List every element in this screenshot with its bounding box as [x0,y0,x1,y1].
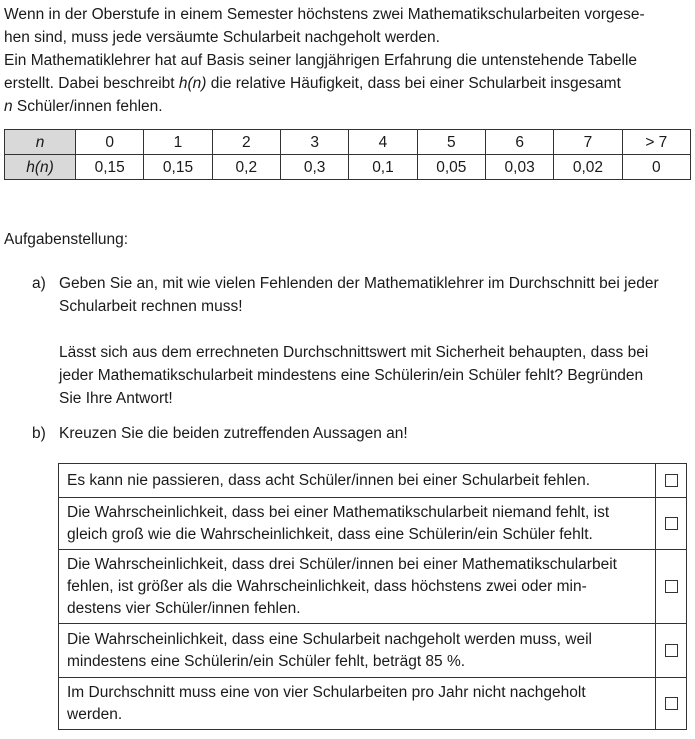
part-b [32,422,687,445]
statement-line: Es kann nie passieren, dass acht Schüler/innen bei einer Schularbeit fehlen. [67,471,591,489]
h-cell: 0,1 [349,155,417,180]
statement-list [58,463,687,730]
h-cell: 0,3 [280,155,348,180]
intro-text: Schüler/innen fehlen. [12,98,163,115]
part-a-line: jeder Mathematikschularbeit mindestens eine Schülerin/ein Schüler fehlt? Begründen [59,367,644,384]
h-cell: 0,15 [76,155,144,180]
part-b-instruction: Kreuzen Sie die beiden zutreffenden Aussagen an! [59,425,408,442]
checkbox[interactable] [665,474,678,487]
part-b-letter: b) [32,425,46,442]
checkbox[interactable] [665,580,678,593]
intro-line [4,95,692,118]
n-cell: > 7 [622,130,690,155]
n-cell: 1 [144,130,212,155]
checkbox[interactable] [665,517,678,530]
statement-text [59,678,656,730]
statement-line: werden. [67,705,123,723]
part-a [32,272,687,410]
statement-line: Die Wahrscheinlichkeit, dass eine Schularbeit nachgeholt werden muss, weil [67,630,592,648]
part-a-line: Lässt sich aus dem errechneten Durchschnittswert mit Sicherheit behaupten, dass bei [59,344,649,361]
h-cell: 0,2 [212,155,280,180]
h-row-header: h(n) [5,155,76,180]
h-cell: 0,15 [144,155,212,180]
h-row [5,155,691,180]
n-cell: 3 [280,130,348,155]
statement-row[interactable] [59,678,687,730]
h-cell: 0,02 [554,155,622,180]
n-cell: 6 [485,130,553,155]
n-symbol: n [4,98,13,115]
part-a-line: Sie Ihre Antwort! [59,390,173,407]
n-cell: 7 [554,130,622,155]
checkbox[interactable] [665,644,678,657]
intro-line: hen sind, muss jede versäumte Schularbeit nachgeholt werden. [4,29,440,46]
statement-row[interactable] [59,550,687,624]
statement-text [59,624,656,678]
intro-paragraph [4,3,692,118]
part-b-body [59,422,687,445]
statement-row[interactable] [59,624,687,678]
n-row [5,130,691,155]
statement-line: Im Durchschnitt muss eine von vier Schularbeiten pro Jahr nicht nachgeholt [67,683,586,701]
intro-line [4,72,692,95]
statement-line: fehlen, ist größer als die Wahrscheinlichkeit, dass höchstens zwei oder min- [67,577,587,595]
statement-row[interactable] [59,498,687,550]
checkbox[interactable] [665,697,678,710]
statement-line: Die Wahrscheinlichkeit, dass drei Schüler/innen bei einer Mathematikschularbeit [67,555,617,573]
n-cell: 0 [76,130,144,155]
part-a-letter: a) [32,275,46,292]
n-cell: 2 [212,130,280,155]
h-of-n-symbol: h(n) [178,75,207,92]
h-cell: 0 [622,155,690,180]
part-a-body [59,272,687,410]
part-a-line: Geben Sie an, mit wie vielen Fehlenden der Mathematiklehrer im Durchschnitt bei jeder [59,275,659,292]
intro-line: Wenn in der Oberstufe in einem Semester höchstens zwei Mathematikschularbeiten vorgese- [4,6,645,23]
h-cell: 0,05 [417,155,485,180]
frequency-table [4,129,691,180]
n-row-header: n [5,130,76,155]
statement-text [59,464,656,498]
n-cell: 5 [417,130,485,155]
part-a-line: Schularbeit rechnen muss! [59,298,243,315]
intro-text: die relative Häufigkeit, dass bei einer Schularbeit insgesamt [206,75,621,92]
statement-row[interactable] [59,464,687,498]
statement-line: destens vier Schüler/innen fehlen. [67,599,301,617]
statement-text [59,498,656,550]
h-cell: 0,03 [485,155,553,180]
task-title: Aufgabenstellung: [4,231,129,248]
statement-line: mindestens eine Schülerin/ein Schüler fehlt, beträgt 85 %. [67,652,466,670]
statement-line: gleich groß wie die Wahrscheinlichkeit, dass eine Schülerin/ein Schüler fehlt. [67,525,593,543]
intro-text: erstellt. Dabei beschreibt [4,75,179,92]
intro-line: Ein Mathematiklehrer hat auf Basis seiner langjährigen Erfahrung die untenstehende Tabelle [4,52,638,69]
n-cell: 4 [349,130,417,155]
statement-line: Die Wahrscheinlichkeit, dass bei einer Mathematikschularbeit niemand fehlt, ist [67,503,610,521]
statement-text [59,550,656,624]
